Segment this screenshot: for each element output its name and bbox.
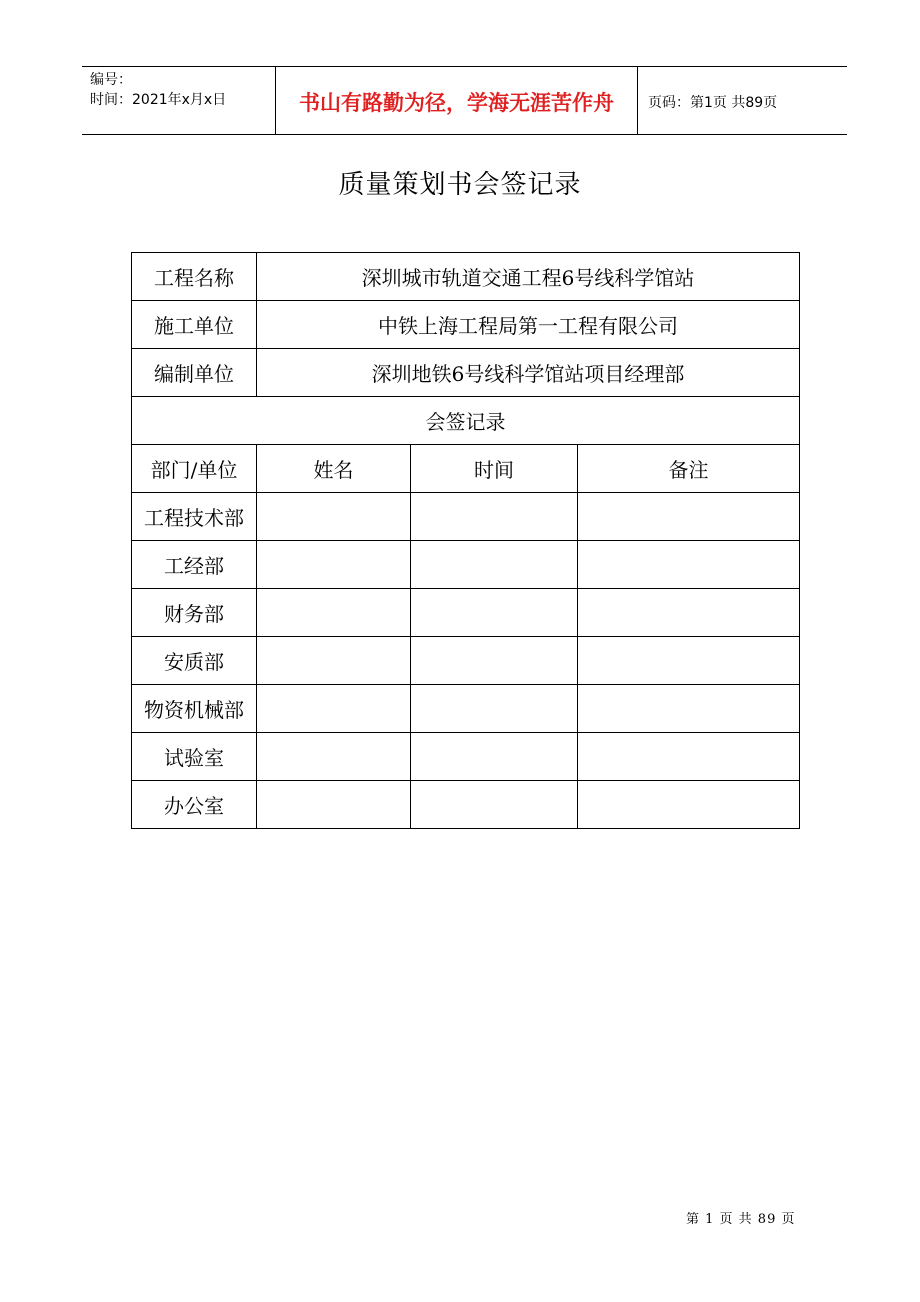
name-cell[interactable]	[257, 541, 411, 589]
department-cell: 物资机械部	[132, 685, 257, 733]
header-meta	[82, 67, 276, 134]
department-cell: 工程技术部	[132, 493, 257, 541]
page-header	[82, 66, 847, 135]
signoff-table	[131, 252, 800, 829]
column-header-dept: 部门/单位	[132, 445, 257, 493]
time-cell[interactable]	[411, 637, 578, 685]
time-cell[interactable]	[411, 733, 578, 781]
name-cell[interactable]	[257, 685, 411, 733]
remark-cell[interactable]	[578, 733, 800, 781]
department-cell: 试验室	[132, 733, 257, 781]
remark-cell[interactable]	[578, 685, 800, 733]
name-cell[interactable]	[257, 781, 411, 829]
column-header-time: 时间	[411, 445, 578, 493]
time-cell[interactable]	[411, 541, 578, 589]
motto: 书山有路勤为径，学海无涯苦作舟	[276, 67, 638, 134]
column-header-row	[132, 445, 800, 493]
department-cell: 财务部	[132, 589, 257, 637]
table-row	[132, 637, 800, 685]
department-cell: 工经部	[132, 541, 257, 589]
table-row	[132, 781, 800, 829]
name-cell[interactable]	[257, 589, 411, 637]
page-footer: 第 1 页 共 89 页	[686, 1212, 796, 1227]
document-title: 质量策划书会签记录	[338, 170, 582, 200]
table-row	[132, 541, 800, 589]
info-label: 工程名称	[132, 253, 257, 301]
name-cell[interactable]	[257, 733, 411, 781]
table-row	[132, 589, 800, 637]
time-cell[interactable]	[411, 685, 578, 733]
section-title: 会签记录	[132, 397, 800, 445]
table-row	[132, 733, 800, 781]
info-value: 深圳城市轨道交通工程6号线科学馆站	[257, 253, 800, 301]
info-value: 中铁上海工程局第一工程有限公司	[257, 301, 800, 349]
department-cell: 安质部	[132, 637, 257, 685]
info-row	[132, 253, 800, 301]
info-label: 施工单位	[132, 301, 257, 349]
remark-cell[interactable]	[578, 589, 800, 637]
remark-cell[interactable]	[578, 781, 800, 829]
department-cell: 办公室	[132, 781, 257, 829]
table-row	[132, 685, 800, 733]
info-row	[132, 349, 800, 397]
table-row	[132, 493, 800, 541]
info-label: 编制单位	[132, 349, 257, 397]
info-value: 深圳地铁6号线科学馆站项目经理部	[257, 349, 800, 397]
code-label: 编号：	[90, 72, 132, 88]
column-header-name: 姓名	[257, 445, 411, 493]
remark-cell[interactable]	[578, 541, 800, 589]
page-number-label: 页码：第1页 共89页	[648, 94, 778, 111]
column-header-remark: 备注	[578, 445, 800, 493]
time-cell[interactable]	[411, 781, 578, 829]
remark-cell[interactable]	[578, 493, 800, 541]
time-cell[interactable]	[411, 493, 578, 541]
section-row	[132, 397, 800, 445]
info-row	[132, 301, 800, 349]
name-cell[interactable]	[257, 493, 411, 541]
time-cell[interactable]	[411, 589, 578, 637]
name-cell[interactable]	[257, 637, 411, 685]
time-label: 时间：2021年x月x日	[90, 92, 227, 108]
remark-cell[interactable]	[578, 637, 800, 685]
